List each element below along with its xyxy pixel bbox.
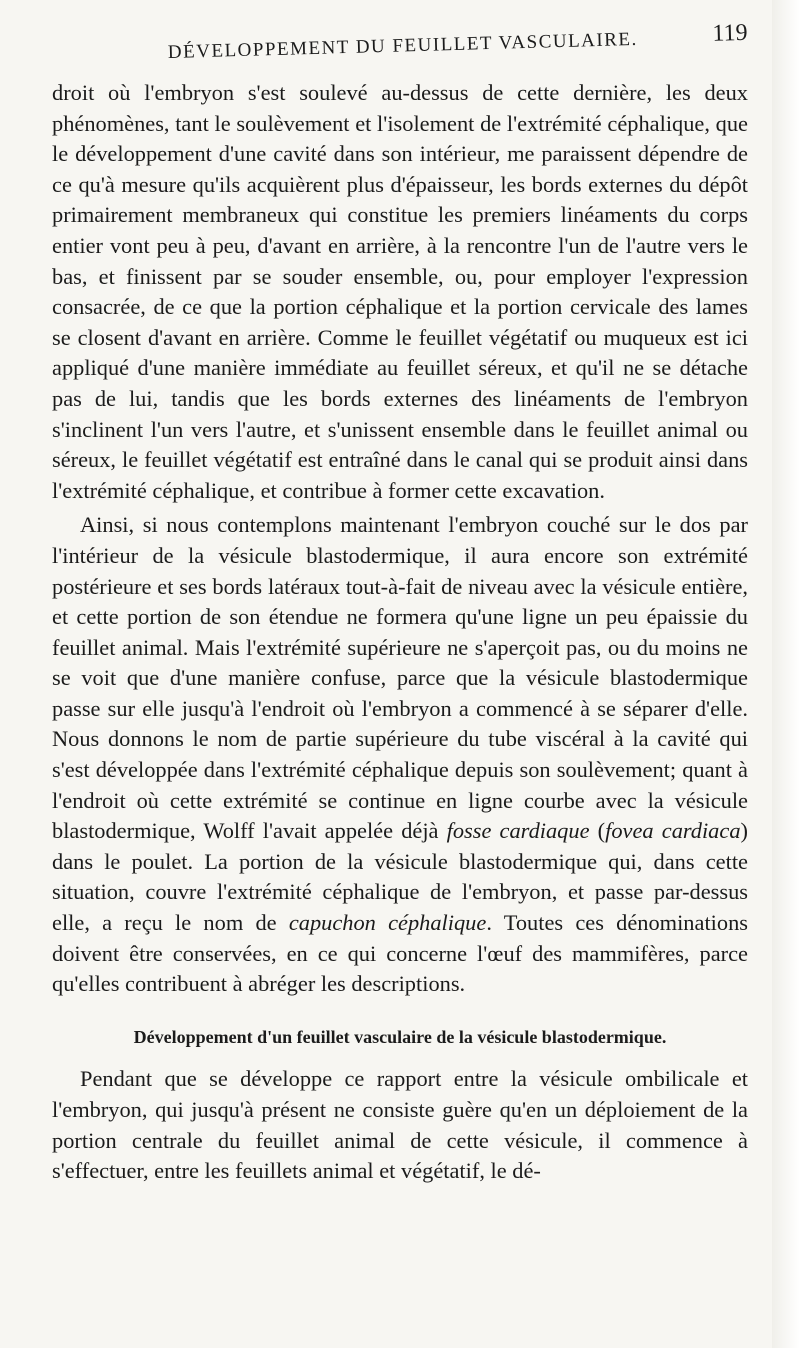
- paragraph-2-text-c: ) dans le poulet. La portion de la vésicule blastodermique qui, dans cette situation, couvre l'extrémité céphalique de l'embryon, et passe par-dessus elle, a reçu le nom de: [52, 818, 748, 936]
- paragraph-1: droit où l'embryon s'est soulevé au-dessus de cette dernière, les deux phénomènes, tant le soulèvement et l'isolement de l'extrémité céphalique, que le développement d'une cavité dans son intérieur, me paraissent dépendre de ce qu'à mesure qu'ils acquièrent plus d'épaisseur, les bords externes du dépôt primairement membraneux qui constitue les premiers linéaments du corps entier vont peu à peu, d'avant en arrière, à la rencontre l'un de l'autre vers le bas, et finissent par se souder ensemble, ou, pour employer l'expression consacrée, de ce que la portion céphalique et la portion cervicale des lames se closent d'avant en arrière. Comme le feuillet végétatif ou muqueux est ici appliqué d'une manière immédiate au feuillet séreux, et qu'il ne se détache pas de lui, tandis que les bords externes des linéaments de l'embryon s'inclinent l'un vers l'autre, et s'unissent ensemble dans le feuillet animal ou séreux, le feuillet végétatif est entraîné dans le canal qui se produit ainsi dans l'extrémité céphalique, et contribue à former cette excavation.: [52, 80, 748, 503]
- page-edge-shadow: [772, 0, 800, 1348]
- italic-fovea-cardiaca: fovea cardiaca: [605, 818, 741, 844]
- page-number: 119: [712, 19, 748, 47]
- italic-fosse-cardiaque: fosse cardiaque: [446, 818, 590, 844]
- paragraph-2-text-b: (: [589, 818, 606, 844]
- page-header: [167, 20, 748, 76]
- paragraph-2: [52, 510, 748, 1000]
- italic-capuchon-cephalique: capuchon céphalique: [288, 910, 487, 936]
- section-title: Développement d'un feuillet vasculaire de la vésicule blastodermique.: [133, 1026, 667, 1047]
- body-text: [52, 78, 748, 1187]
- paragraph-2-text-d: . Toutes ces dénominations doivent être conservées, en ce qui concerne l'œuf des mammifères, parce qu'elles contribuent à abréger les descriptions.: [52, 910, 748, 997]
- running-head: DÉVELOPPEMENT DU FEUILLET VASCULAIRE.: [167, 28, 639, 63]
- paragraph-3: Pendant que se développe ce rapport entre la vésicule ombilicale et l'embryon, qui jusqu'à présent ne consiste guère qu'en un déploiement de la portion centrale du feuillet animal de cette vésicule, il commence à s'effectuer, entre les feuillets animal et végétatif, le dé-: [52, 1066, 748, 1184]
- paragraph-2-text-a: Ainsi, si nous contemplons maintenant l'embryon couché sur le dos par l'intérieur de la vésicule blastodermique, il aura encore son extrémité postérieure et ses bords latéraux tout-à-fait de niveau avec la vésicule entière, et cette portion de son étendue ne formera qu'une ligne un peu épaissie du feuillet animal. Mais l'extrémité supérieure ne s'aperçoit pas, ou du moins ne se voit que d'une manière confuse, parce que la vésicule blastodermique passe sur elle jusqu'à l'endroit où l'embryon a commencé à se séparer d'elle. Nous donnons le nom de partie supérieure du tube viscéral à la cavité qui s'est développée dans l'extrémité céphalique depuis son soulèvement; quant à l'endroit où cette extrémité se continue en ligne courbe avec la vésicule blastodermique, Wolff l'avait appelée déjà: [52, 512, 748, 844]
